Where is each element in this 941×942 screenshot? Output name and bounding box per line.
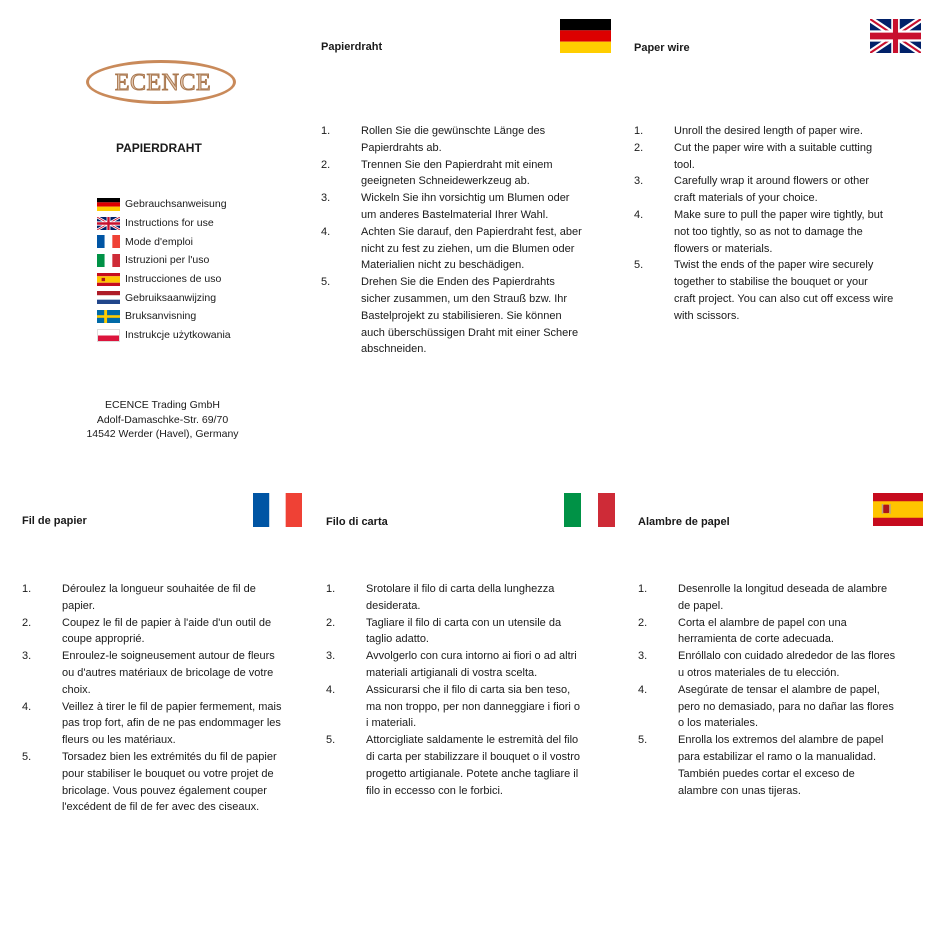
step-number: 2. — [22, 616, 32, 629]
steps-list-fr — [22, 581, 312, 816]
fr-flag-icon — [97, 235, 120, 248]
pl-flag-icon — [97, 329, 120, 342]
language-item — [97, 232, 231, 251]
step-text-line: o los materiales. — [678, 717, 759, 730]
step-text-line: Make sure to pull the paper wire tightly, but — [674, 208, 883, 221]
step-text-line: l'excédent de fil de fer avec des ciseaux. — [62, 801, 260, 814]
product-title: PAPIERDRAHT — [116, 141, 202, 155]
step-number: 2. — [634, 141, 644, 154]
company-address — [70, 398, 255, 442]
language-label: Mode d'emploi — [125, 235, 193, 248]
step-item — [326, 581, 616, 615]
step-text-line: para estabilizar el ramo o la manualidad. — [678, 750, 877, 763]
step-text-line: Materialien nicht zu beschädigen. — [361, 259, 525, 272]
step-text-line: di carta per stabilizzare il bouquet o il vostro — [366, 750, 580, 763]
step-number: 3. — [638, 650, 648, 663]
de-flag-icon — [560, 19, 611, 58]
step-item — [634, 207, 924, 257]
step-text-line: Enrolla los extremos del alambre de papel — [678, 734, 884, 747]
step-item — [321, 274, 591, 358]
step-number: 5. — [634, 259, 644, 272]
step-text-line: fleurs ou les matériaux. — [62, 734, 176, 747]
address-line: 14542 Werder (Havel), Germany — [86, 428, 239, 440]
section-heading-es: Alambre de papel — [638, 516, 730, 528]
step-text-line: pero no demasiado, para no dañar las flores — [678, 700, 894, 713]
step-number: 4. — [321, 225, 331, 238]
step-number: 1. — [326, 583, 336, 595]
step-text-line: tool. — [674, 158, 695, 171]
step-text-line: i materiali. — [366, 717, 417, 730]
step-number: 1. — [634, 125, 644, 137]
step-text-line: flowers or materials. — [674, 242, 773, 255]
step-text-line: u otros materiales de tu elección. — [678, 666, 840, 679]
step-text-line: um anderes Bastelmaterial Ihrer Wahl. — [361, 208, 549, 221]
step-item — [326, 682, 616, 732]
address-line: Adolf-Damaschke-Str. 69/70 — [96, 413, 229, 426]
step-number: 5. — [22, 750, 32, 763]
step-item — [638, 581, 928, 615]
it-flag-icon — [97, 254, 120, 267]
step-text-line: Assicurarsi che il filo di carta sia ben teso, — [366, 683, 571, 696]
section-heading-en: Paper wire — [634, 42, 690, 54]
fr-flag-icon — [253, 493, 302, 532]
step-item — [22, 648, 312, 698]
step-text-line: ma non troppo, per non danneggiare i fiori o — [366, 700, 581, 713]
ecence-logo — [86, 60, 240, 108]
steps-list-de — [321, 123, 591, 358]
step-number: 3. — [321, 192, 331, 205]
step-text-line: Veillez à tirer le fil de papier fermement, mais — [62, 700, 282, 713]
step-number: 4. — [22, 700, 32, 713]
step-item — [638, 648, 928, 682]
step-text-line: progetto artigianale. Potete anche tagliare il — [366, 767, 579, 780]
step-text-line: de papel. — [678, 599, 724, 612]
steps-list-it — [326, 581, 616, 799]
de-flag-icon — [97, 198, 120, 211]
step-number: 2. — [326, 616, 336, 629]
language-item — [97, 288, 231, 307]
step-text-line: Coupez le fil de papier à l'aide d'un outil de — [62, 616, 272, 629]
step-text-line: taglio adatto. — [366, 633, 429, 646]
step-item — [326, 615, 616, 649]
step-text-line: Avvolgerlo con cura intorno ai fiori o ad altri — [366, 650, 577, 663]
step-text-line: Twist the ends of the paper wire securely — [674, 259, 874, 272]
section-heading-de: Papierdraht — [321, 41, 383, 53]
step-item — [321, 224, 591, 274]
step-item — [326, 732, 616, 799]
language-item — [97, 326, 231, 345]
nl-flag-icon — [97, 291, 120, 304]
step-text-line: Rollen Sie die gewünschte Länge des — [361, 125, 546, 137]
language-item — [97, 307, 231, 326]
step-item — [634, 257, 924, 324]
step-text-line: Cut the paper wire with a suitable cutting — [674, 141, 873, 154]
step-item — [326, 648, 616, 682]
step-number: 2. — [321, 158, 331, 171]
step-item — [321, 123, 591, 157]
step-item — [22, 749, 312, 816]
step-text-line: Déroulez la longueur souhaitée de fil de — [62, 583, 256, 595]
language-label: Gebrauchsanweisung — [125, 198, 227, 211]
step-number: 1. — [321, 125, 331, 137]
step-text-line: Desenrolle la longitud deseada de alambre — [678, 583, 888, 595]
step-text-line: bricolage. Vous pouvez également couper — [62, 784, 267, 797]
step-text-line: Bastelprojekt zu stabilisieren. Sie können — [361, 309, 562, 322]
step-number: 5. — [321, 276, 331, 289]
step-text-line: abschneiden. — [361, 343, 427, 356]
step-number: 3. — [634, 175, 644, 188]
language-label: Instrukcje użytkowania — [125, 329, 231, 342]
step-text-line: ou d'autres matériaux de bricolage de votre — [62, 666, 274, 679]
step-text-line: Attorcigliate saldamente le estremità del filo — [366, 734, 579, 747]
logo-text: ECENCE — [114, 70, 212, 96]
step-text-line: Drehen Sie die Enden des Papierdrahts — [361, 276, 555, 289]
step-item — [22, 615, 312, 649]
step-text-line: Papierdrahts ab. — [361, 141, 442, 154]
section-heading-it: Filo di carta — [326, 516, 388, 528]
step-text-line: craft materials of your choice. — [674, 192, 818, 205]
step-item — [321, 157, 591, 191]
se-flag-icon — [97, 310, 120, 323]
step-text-line: Wickeln Sie ihn vorsichtig um Blumen oder — [361, 192, 570, 205]
step-text-line: pas trop fort, afin de ne pas endommager les — [62, 717, 281, 730]
language-label: Gebruiksaanwijzing — [125, 291, 217, 304]
step-text-line: auch überschüssigen Draht mit einer Schere — [361, 326, 579, 339]
step-text-line: geeigneten Schneidewerkzeug ab. — [361, 175, 530, 188]
step-item — [634, 173, 924, 207]
address-line: ECENCE Trading GmbH — [105, 399, 220, 411]
gb-flag-icon — [97, 217, 120, 230]
step-number: 2. — [638, 616, 648, 629]
step-text-line: Torsadez bien les extrémités du fil de papier — [62, 750, 277, 763]
step-number: 1. — [638, 583, 648, 595]
step-item — [638, 615, 928, 649]
step-number: 4. — [634, 208, 644, 221]
es-flag-icon — [97, 273, 120, 286]
es-flag-icon — [873, 493, 923, 531]
it-flag-icon — [564, 493, 615, 532]
step-item — [22, 699, 312, 749]
step-item — [634, 123, 924, 140]
step-text-line: not too tightly, so as not to damage the — [674, 225, 863, 238]
step-text-line: desiderata. — [366, 599, 421, 612]
step-number: 5. — [638, 734, 648, 747]
language-item — [97, 214, 231, 233]
step-text-line: Srotolare il filo di carta della lunghezza — [366, 583, 555, 595]
step-text-line: choix. — [62, 683, 91, 696]
step-text-line: filo in eccesso con le forbici. — [366, 784, 503, 797]
step-text-line: Carefully wrap it around flowers or other — [674, 175, 870, 188]
step-text-line: También puedes cortar el exceso de — [678, 767, 855, 780]
steps-list-es — [638, 581, 928, 799]
step-text-line: Asegúrate de tensar el alambre de papel, — [678, 683, 880, 696]
step-item — [634, 140, 924, 174]
language-label: Instrucciones de uso — [125, 273, 222, 286]
language-list — [97, 195, 231, 345]
step-item — [321, 190, 591, 224]
step-text-line: materiali artigianali di vostra scelta. — [366, 666, 538, 679]
step-text-line: papier. — [62, 599, 96, 612]
step-text-line: sicher zusammen, um den Strauß bzw. Ihr — [361, 292, 568, 305]
step-number: 3. — [326, 650, 336, 663]
step-text-line: craft project. You can also cut off excess wire — [674, 292, 894, 305]
step-item — [638, 732, 928, 799]
step-text-line: herramienta de corte adecuada. — [678, 633, 834, 646]
step-item — [638, 682, 928, 732]
step-text-line: Enróllalo con cuidado alrededor de las flores — [678, 650, 896, 663]
step-number: 4. — [326, 683, 336, 696]
step-text-line: alambre con unas tijeras. — [678, 784, 801, 797]
step-text-line: Trennen Sie den Papierdraht mit einem — [361, 158, 553, 171]
step-text-line: pour stabiliser le bouquet ou votre projet de — [62, 767, 274, 780]
language-item — [97, 270, 231, 289]
step-number: 1. — [22, 583, 32, 595]
language-item — [97, 251, 231, 270]
step-number: 3. — [22, 650, 32, 663]
step-text-line: Tagliare il filo di carta con un utensile da — [366, 616, 562, 629]
step-text-line: Unroll the desired length of paper wire. — [674, 125, 863, 137]
step-number: 5. — [326, 734, 336, 747]
step-item — [22, 581, 312, 615]
gb-flag-icon — [870, 19, 921, 58]
language-label: Istruzioni per l'uso — [125, 254, 210, 267]
step-text-line: Corta el alambre de papel con una — [678, 616, 847, 629]
step-text-line: together to stabilise the bouquet or your — [674, 276, 868, 289]
language-label: Bruksanvisning — [125, 310, 197, 323]
language-label: Instructions for use — [125, 217, 214, 230]
step-text-line: coupe approprié. — [62, 633, 145, 646]
step-text-line: with scissors. — [674, 309, 740, 322]
language-item — [97, 195, 231, 214]
step-number: 4. — [638, 683, 648, 696]
step-text-line: nicht zu fest zu ziehen, um die Blumen oder — [361, 242, 575, 255]
step-text-line: Achten Sie darauf, den Papierdraht fest, aber — [361, 225, 582, 238]
section-heading-fr: Fil de papier — [22, 515, 87, 527]
step-text-line: Enroulez-le soigneusement autour de fleurs — [62, 650, 275, 663]
steps-list-en — [634, 123, 924, 325]
